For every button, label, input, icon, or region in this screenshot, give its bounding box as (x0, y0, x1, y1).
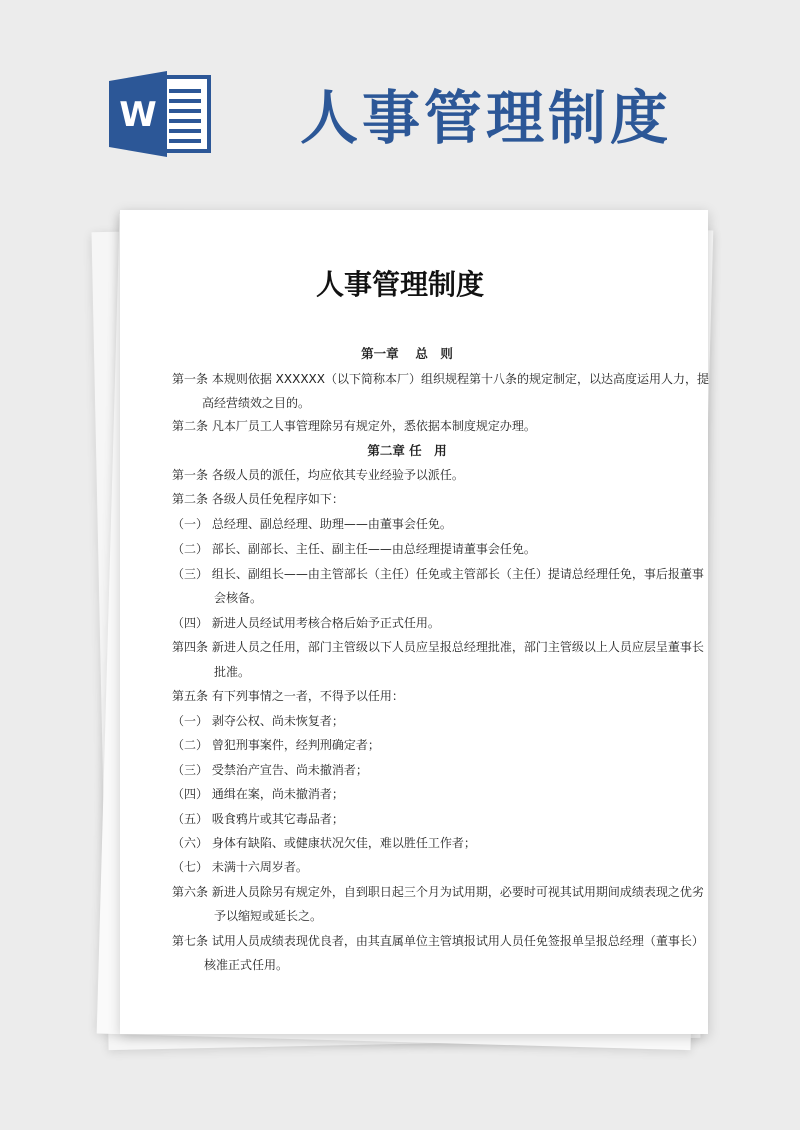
clause-line: 第四条 新进人员之任用，部门主管级以下人员应呈报总经理批准，部门主管级以上人员应层呈董事长 (172, 640, 704, 654)
document-title: 人事管理制度 (315, 268, 484, 301)
clause-line: （三） 组长、副组长——由主管部长（主任）任免或主管部长（主任）提请总经理任免，事后报董事 (172, 567, 704, 581)
clause-line: 第六条 新进人员除另有规定外，自到职日起三个月为试用期，必要时可视其试用期间成绩表现之优劣 (172, 885, 704, 899)
chapter-heading-1: 第一章 总 则 (361, 346, 453, 361)
clause-line: （一） 总经理、副总经理、助理——由董事会任免。 (172, 517, 452, 531)
clause-line: （四） 通缉在案，尚未撤消者； (172, 787, 344, 801)
clause-line: （三） 受禁治产宣告、尚未撤消者； (172, 763, 368, 777)
word-icon-letter: W (119, 95, 157, 135)
header-title: 人事管理制度 (300, 84, 673, 152)
clause-continuation: 核准正式任用。 (204, 958, 289, 972)
clause-line: （六） 身体有缺陷、或健康状况欠佳，难以胜任工作者； (172, 836, 476, 850)
clause-line: （一） 剥夺公权、尚未恢复者； (172, 714, 344, 728)
clause-continuation: 予以缩短或延长之。 (214, 909, 323, 923)
clause-line: 第一条 各级人员的派任，均应依其专业经验予以派任。 (172, 468, 464, 482)
clause-line: （二） 部长、副部长、主任、副主任——由总经理提请董事会任免。 (172, 542, 536, 556)
clause-line: 第七条 试用人员成绩表现优良者，由其直属单位主管填报试用人员任免签报单呈报总经理（董事长） (172, 934, 704, 948)
clause-continuation: 会核备。 (214, 591, 263, 605)
chapter-heading-2: 第二章 任 用 (367, 443, 447, 458)
word-app-icon (109, 71, 213, 157)
clause-line: （二） 曾犯刑事案件，经判刑确定者； (172, 738, 380, 752)
clause-line: 第一条 本规则依据 XXXXXX（以下简称本厂）组织规程第十八条的规定制定，以达高度运用人力，提 (172, 372, 709, 386)
clause-line: 第二条 各级人员任免程序如下： (172, 492, 344, 506)
clause-continuation: 高经营绩效之目的。 (202, 396, 311, 410)
clause-line: 第二条 凡本厂员工人事管理除另有规定外，悉依据本制度规定办理。 (172, 419, 536, 433)
clause-line: （五） 吸食鸦片或其它毒品者； (172, 812, 344, 826)
clause-line: （四） 新进人员经试用考核合格后始予正式任用。 (172, 616, 440, 630)
clause-line: （七） 未满十六周岁者。 (172, 860, 308, 874)
clause-continuation: 批准。 (214, 665, 251, 679)
clause-line: 第五条 有下列事情之一者，不得予以任用： (172, 689, 404, 703)
